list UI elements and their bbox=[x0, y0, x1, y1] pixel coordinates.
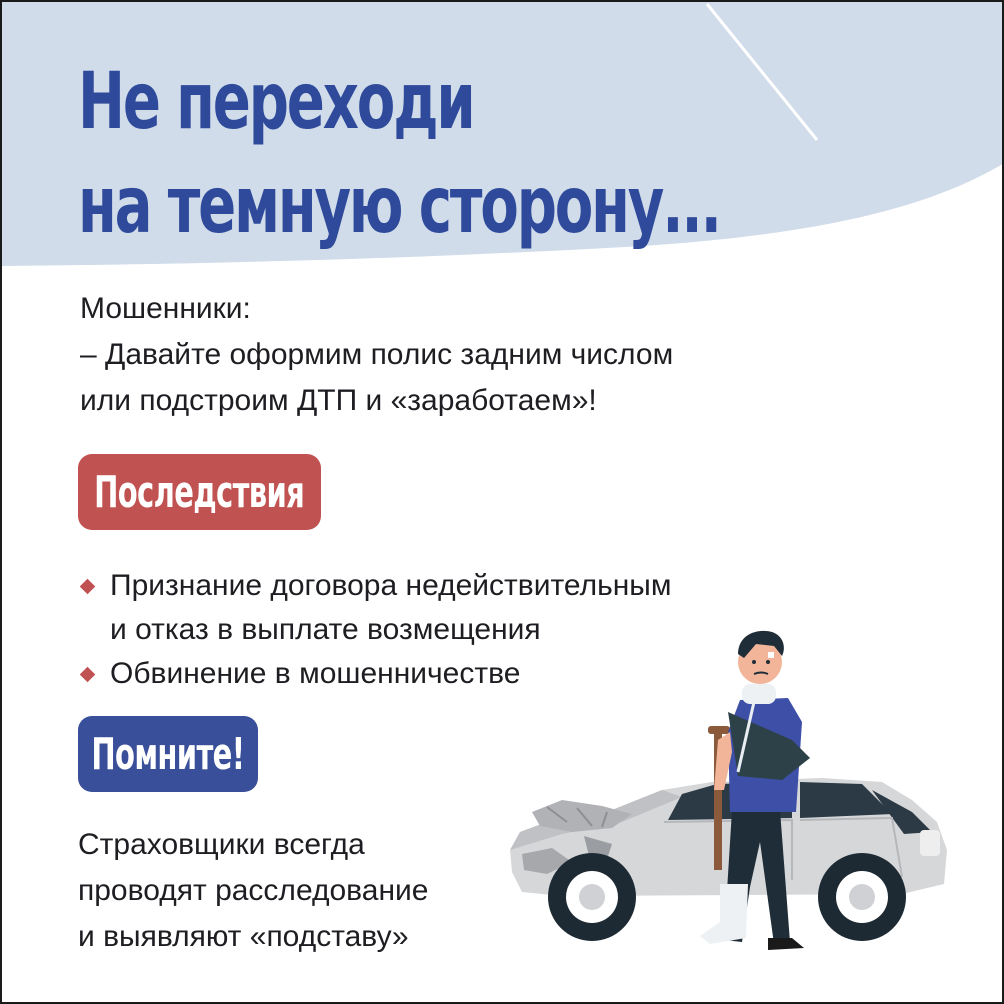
diamond-bullet-icon bbox=[80, 667, 96, 683]
note-line-1: Страховщики всегда bbox=[78, 828, 365, 861]
injured-man-and-crashed-car-illustration bbox=[492, 622, 962, 962]
remember-badge bbox=[78, 716, 258, 792]
remember-label: Помните! bbox=[91, 728, 245, 780]
list-item-text: Обвинение в мошенничестве bbox=[110, 657, 521, 690]
title-line-1: Не переходи bbox=[78, 57, 474, 147]
page-title bbox=[78, 50, 898, 258]
consequences-badge bbox=[78, 454, 321, 530]
title-line-2: на темную сторону... bbox=[78, 161, 720, 251]
fraudsters-quote bbox=[80, 286, 800, 424]
quote-line-2: или подстроим ДТП и «заработаем»! bbox=[80, 384, 597, 417]
note-line-2: проводят расследование bbox=[78, 874, 429, 907]
insurers-note bbox=[78, 822, 518, 960]
quote-line-1: – Давайте оформим полис задним числом bbox=[80, 338, 674, 371]
list-item-text: Признание договора недействительным bbox=[110, 569, 672, 602]
diamond-bullet-icon bbox=[80, 579, 96, 595]
quote-speaker: Мошенники: bbox=[80, 292, 251, 325]
list-item-text: и отказ в выплате возмещения bbox=[110, 613, 541, 646]
consequences-label: Последствия bbox=[94, 466, 305, 518]
injured-man-icon bbox=[700, 631, 810, 950]
note-line-3: и выявляют «подставу» bbox=[78, 920, 409, 953]
